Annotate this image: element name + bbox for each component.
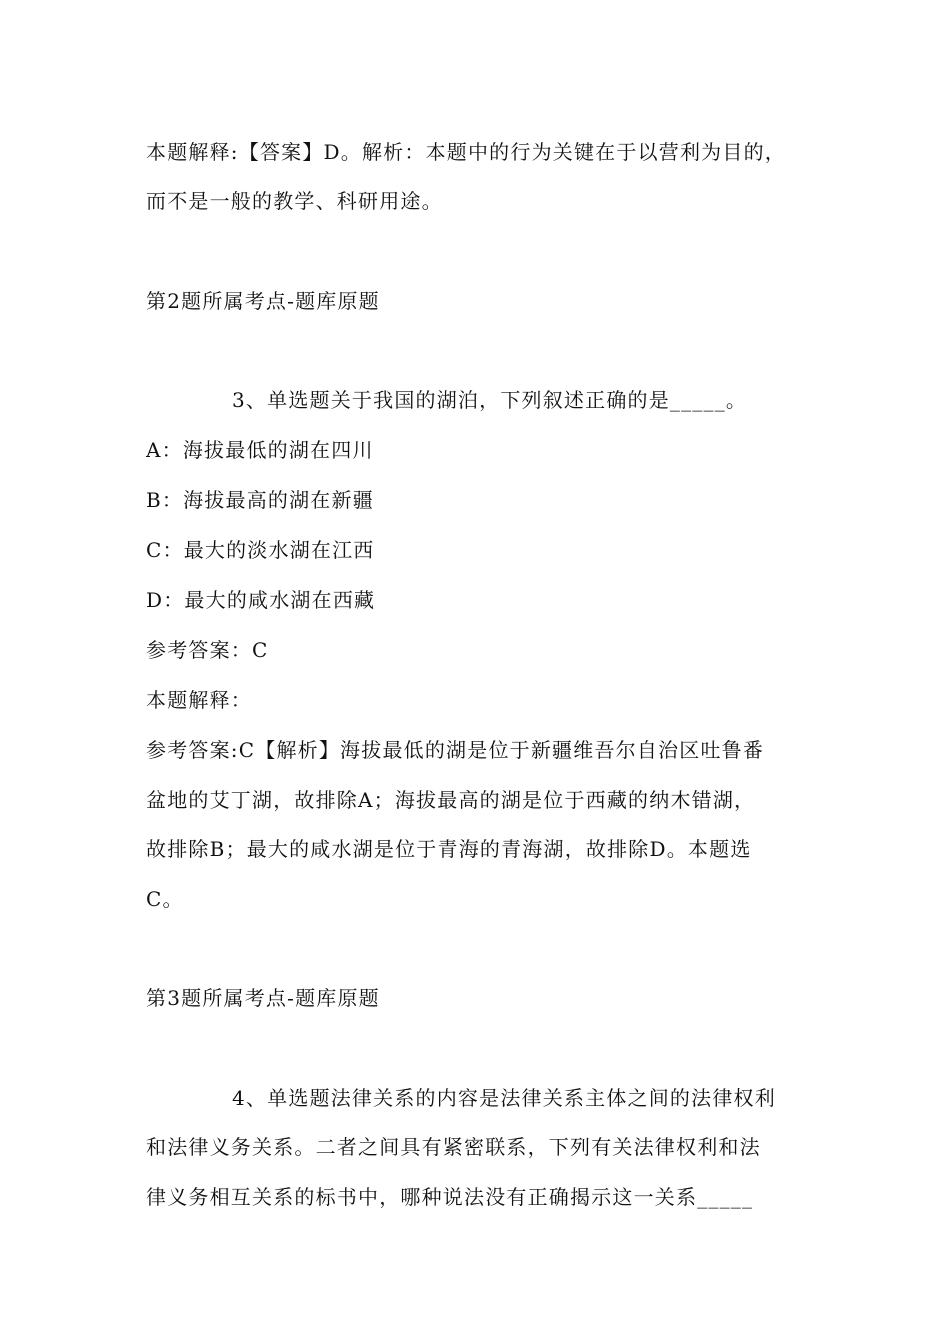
- q3-knowledge-point: 第3题所属考点-题库原题: [146, 986, 380, 1010]
- q3-explanation-line-3: 故排除B；最大的咸水湖是位于青海的青海湖，故排除D。本题选: [146, 837, 752, 861]
- q3-option-b: B：海拔最高的湖在新疆: [146, 488, 374, 512]
- q3-explanation-line-1: 参考答案:C【解析】海拔最低的湖是位于新疆维吾尔自治区吐鲁番: [146, 738, 765, 762]
- q3-answer: 参考答案：C: [146, 638, 269, 662]
- q2-explanation-line-2: 而不是一般的教学、科研用途。: [146, 189, 443, 213]
- q3-option-d: D：最大的咸水湖在西藏: [146, 588, 376, 612]
- q4-stem-line-1: 4、单选题法律关系的内容是法律关系主体之间的法律权利: [232, 1086, 776, 1110]
- q4-stem-line-2: 和法律义务关系。二者之间具有紧密联系，下列有关法律权利和法: [146, 1135, 761, 1159]
- q3-option-a: A：海拔最低的湖在四川: [146, 438, 374, 462]
- q3-explanation-line-4: C。: [146, 887, 184, 911]
- q2-knowledge-point: 第2题所属考点-题库原题: [146, 289, 380, 313]
- q3-stem: 3、单选题关于我国的湖泊，下列叙述正确的是_____。: [232, 388, 748, 412]
- q3-explanation-line-2: 盆地的艾丁湖，故排除A；海拔最高的湖是位于西藏的纳木错湖，: [146, 788, 756, 812]
- q2-explanation-line-1: 本题解释:【答案】D。解析：本题中的行为关键在于以营利为目的，: [146, 140, 786, 164]
- q3-explanation-label: 本题解释：: [146, 688, 252, 712]
- q4-stem-line-3: 律义务相互关系的标书中，哪种说法没有正确揭示这一关系_____: [146, 1185, 754, 1209]
- q3-option-c: C：最大的淡水湖在江西: [146, 538, 375, 562]
